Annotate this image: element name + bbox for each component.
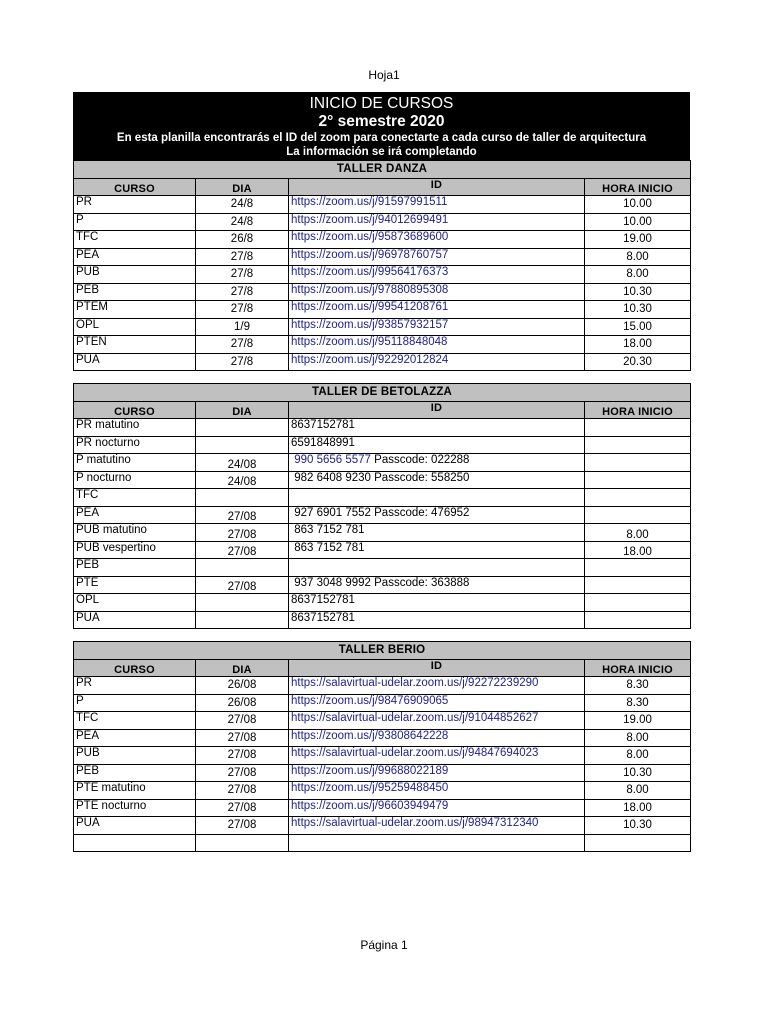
cell-dia xyxy=(196,559,289,577)
column-header-dia: DIA xyxy=(196,401,289,419)
cell-hora-inicio: 10.30 xyxy=(585,283,691,301)
table-row xyxy=(74,576,691,594)
cell-dia: 27/08 xyxy=(196,747,289,765)
cell-curso: OPL xyxy=(74,594,196,612)
table-row xyxy=(74,524,691,542)
cell-curso: PTE nocturno xyxy=(74,799,196,817)
banner-semester: 2° semestre 2020 xyxy=(318,113,445,130)
cell-id xyxy=(289,747,585,765)
cell-dia xyxy=(196,436,289,454)
table-row xyxy=(74,559,691,577)
zoom-link[interactable]: https://zoom.us/j/98476909065 xyxy=(291,694,449,707)
zoom-link[interactable]: https://zoom.us/j/99688022189 xyxy=(291,764,449,777)
cell-hora-inicio: 10.30 xyxy=(585,301,691,319)
table-row xyxy=(74,454,691,472)
table-row xyxy=(74,611,691,629)
cell-hora-inicio: 8.00 xyxy=(585,747,691,765)
cell-curso: P xyxy=(74,213,196,231)
zoom-link[interactable]: https://zoom.us/j/97880895308 xyxy=(291,283,449,296)
cell-dia: 24/8 xyxy=(196,213,289,231)
table-row xyxy=(74,764,691,782)
zoom-link[interactable]: https://zoom.us/j/93857932157 xyxy=(291,318,449,331)
column-header-id: ID xyxy=(289,659,585,677)
cell-hora-inicio: 8.00 xyxy=(585,524,691,542)
column-header-id: ID xyxy=(289,178,585,196)
table-row xyxy=(74,471,691,489)
cell-hora-inicio: 10.30 xyxy=(585,817,691,835)
table-taller-betolazza xyxy=(73,383,691,629)
cell-curso: PEA xyxy=(74,248,196,266)
column-header-curso: CURSO xyxy=(74,178,196,196)
table-row xyxy=(74,817,691,835)
cell-dia: 1/9 xyxy=(196,318,289,336)
cell-curso: PEB xyxy=(74,764,196,782)
zoom-id-text: 937 3048 9992 Passcode: 363888 xyxy=(294,576,470,589)
section-title-berio: TALLER BERIO xyxy=(74,642,691,660)
cell-hora-inicio xyxy=(585,576,691,594)
cell-curso: PEA xyxy=(74,506,196,524)
cell-dia: 27/08 xyxy=(196,729,289,747)
column-header-id: ID xyxy=(289,401,585,419)
zoom-link[interactable]: https://salavirtual-udelar.zoom.us/j/91044852627 xyxy=(291,712,539,724)
cell-id xyxy=(289,353,585,371)
cell-dia: 27/8 xyxy=(196,266,289,284)
cell-curso: P nocturno xyxy=(74,471,196,489)
cell-dia: 27/08 xyxy=(196,817,289,835)
cell-curso: PUA xyxy=(74,817,196,835)
zoom-link[interactable]: https://zoom.us/j/95259488450 xyxy=(291,782,449,794)
table-row xyxy=(74,196,691,214)
zoom-link[interactable]: https://salavirtual-udelar.zoom.us/j/98947312340 xyxy=(291,817,539,829)
cell-dia: 26/08 xyxy=(196,694,289,712)
table-taller-danza xyxy=(73,160,691,371)
table-row xyxy=(74,266,691,284)
cell-dia: 27/08 xyxy=(196,764,289,782)
banner-title: INICIO DE CURSOS xyxy=(309,95,454,112)
zoom-id-text: 982 6408 9230 Passcode: 558250 xyxy=(294,471,470,484)
section-title-danza: TALLER DANZA xyxy=(74,161,691,179)
cell-hora-inicio: 15.00 xyxy=(585,318,691,336)
zoom-link[interactable]: https://zoom.us/j/95873689600 xyxy=(291,231,449,243)
cell-id xyxy=(289,506,585,524)
cell-id xyxy=(289,471,585,489)
cell-id xyxy=(289,712,585,730)
cell-dia: 27/08 xyxy=(196,524,289,542)
cell-id xyxy=(289,694,585,712)
cell-id xyxy=(289,454,585,472)
cell-id xyxy=(289,576,585,594)
cell-curso xyxy=(74,834,196,852)
table-row xyxy=(74,353,691,371)
cell-dia: 24/08 xyxy=(196,471,289,489)
cell-hora-inicio xyxy=(585,489,691,507)
zoom-link[interactable]: https://zoom.us/j/95118848048 xyxy=(291,336,448,348)
cell-id xyxy=(289,318,585,336)
cell-curso: PUB xyxy=(74,747,196,765)
cell-id xyxy=(289,301,585,319)
cell-hora-inicio: 10.00 xyxy=(585,196,691,214)
cell-id xyxy=(289,729,585,747)
cell-id xyxy=(289,196,585,214)
cell-curso: PR matutino xyxy=(74,419,196,437)
table-row xyxy=(74,436,691,454)
sheet-title: Hoja1 xyxy=(368,68,400,82)
zoom-id-text: 863 7152 781 xyxy=(294,541,365,554)
table-row xyxy=(74,301,691,319)
cell-id xyxy=(289,611,585,629)
cell-hora-inicio: 18.00 xyxy=(585,336,691,354)
zoom-id-text: 863 7152 781 xyxy=(294,524,365,536)
cell-id xyxy=(289,283,585,301)
cell-hora-inicio: 8.00 xyxy=(585,729,691,747)
zoom-link[interactable]: https://zoom.us/j/92292012824 xyxy=(291,353,449,366)
cell-id xyxy=(289,541,585,559)
zoom-id-link[interactable]: 990 5656 5577 xyxy=(294,454,371,466)
section-title-betolazza: TALLER DE BETOLAZZA xyxy=(74,384,691,402)
cell-dia: 27/08 xyxy=(196,799,289,817)
cell-hora-inicio xyxy=(585,834,691,852)
zoom-link[interactable]: https://zoom.us/j/93808642228 xyxy=(291,729,449,742)
banner-description: En esta planilla encontrarás el ID del zoom para conectarte a cada curso de taller de arquitectura xyxy=(116,132,647,144)
cell-id xyxy=(289,266,585,284)
cell-curso: PUB vespertino xyxy=(74,541,196,559)
table-row xyxy=(74,747,691,765)
banner-note: La información se irá completando xyxy=(286,146,477,158)
cell-hora-inicio: 8.00 xyxy=(585,782,691,800)
cell-hora-inicio xyxy=(585,506,691,524)
cell-curso: PUB matutino xyxy=(74,524,196,542)
cell-hora-inicio: 8.30 xyxy=(585,677,691,695)
column-header-hora: HORA INICIO xyxy=(585,401,691,419)
cell-id xyxy=(289,419,585,437)
cell-id xyxy=(289,834,585,852)
table-row xyxy=(74,712,691,730)
cell-hora-inicio: 20.30 xyxy=(585,353,691,371)
cell-curso: PEA xyxy=(74,729,196,747)
cell-dia: 27/8 xyxy=(196,301,289,319)
cell-hora-inicio: 19.00 xyxy=(585,712,691,730)
zoom-link[interactable]: https://zoom.us/j/99541208761 xyxy=(291,301,449,313)
cell-curso: PTE matutino xyxy=(74,782,196,800)
cell-curso: P matutino xyxy=(74,454,196,472)
cell-curso: PTEN xyxy=(74,336,196,354)
table-row xyxy=(74,677,691,695)
cell-dia: 24/8 xyxy=(196,196,289,214)
table-row xyxy=(74,694,691,712)
cell-hora-inicio: 10.00 xyxy=(585,213,691,231)
cell-hora-inicio xyxy=(585,471,691,489)
zoom-link[interactable]: https://zoom.us/j/99564176373 xyxy=(291,266,449,278)
cell-dia: 27/8 xyxy=(196,283,289,301)
table-row xyxy=(74,231,691,249)
table-row xyxy=(74,729,691,747)
cell-dia: 27/8 xyxy=(196,248,289,266)
cell-curso: PEB xyxy=(74,283,196,301)
cell-hora-inicio: 18.00 xyxy=(585,541,691,559)
zoom-id-text: 8637152781 xyxy=(291,419,355,431)
cell-curso: PUB xyxy=(74,266,196,284)
table-row xyxy=(74,594,691,612)
cell-curso: PR nocturno xyxy=(74,436,196,454)
cell-curso: PTEM xyxy=(74,301,196,319)
cell-hora-inicio: 18.00 xyxy=(585,799,691,817)
cell-dia: 26/8 xyxy=(196,231,289,249)
cell-dia xyxy=(196,419,289,437)
cell-dia xyxy=(196,594,289,612)
cell-hora-inicio: 10.30 xyxy=(585,764,691,782)
cell-hora-inicio: 8.30 xyxy=(585,694,691,712)
cell-curso: PR xyxy=(74,677,196,695)
table-row xyxy=(74,213,691,231)
zoom-link[interactable]: https://zoom.us/j/96603949479 xyxy=(291,799,449,812)
cell-dia: 27/08 xyxy=(196,576,289,594)
cell-hora-inicio xyxy=(585,611,691,629)
cell-dia: 27/8 xyxy=(196,353,289,371)
cell-hora-inicio: 8.00 xyxy=(585,248,691,266)
cell-dia xyxy=(196,489,289,507)
cell-curso: PR xyxy=(74,196,196,214)
cell-id xyxy=(289,213,585,231)
cell-hora-inicio: 8.00 xyxy=(585,266,691,284)
cell-id xyxy=(289,782,585,800)
zoom-id-text: 6591848991 xyxy=(291,436,355,449)
table-row xyxy=(74,541,691,559)
cell-dia: 27/08 xyxy=(196,782,289,800)
cell-id xyxy=(289,336,585,354)
zoom-link[interactable]: https://salavirtual-udelar.zoom.us/j/94847694023 xyxy=(291,747,539,759)
table-row xyxy=(74,506,691,524)
cell-id xyxy=(289,559,585,577)
table-row xyxy=(74,419,691,437)
cell-id xyxy=(289,489,585,507)
cell-hora-inicio xyxy=(585,436,691,454)
header-banner xyxy=(73,92,690,160)
zoom-id-text: 8637152781 xyxy=(291,611,355,624)
cell-id xyxy=(289,817,585,835)
zoom-link[interactable]: https://salavirtual-udelar.zoom.us/j/92272239290 xyxy=(291,677,539,689)
cell-curso: PUA xyxy=(74,353,196,371)
cell-dia: 27/08 xyxy=(196,712,289,730)
cell-curso: PEB xyxy=(74,559,196,577)
table-row xyxy=(74,782,691,800)
zoom-link[interactable]: https://zoom.us/j/91597991511 xyxy=(291,196,448,208)
cell-id xyxy=(289,799,585,817)
cell-dia: 27/08 xyxy=(196,506,289,524)
cell-hora-inicio xyxy=(585,454,691,472)
table-row xyxy=(74,283,691,301)
zoom-id-text: 927 6901 7552 Passcode: 476952 xyxy=(294,506,470,519)
zoom-link[interactable]: https://zoom.us/j/94012699491 xyxy=(291,213,449,226)
zoom-link[interactable]: https://zoom.us/j/96978760757 xyxy=(291,248,449,261)
cell-dia: 26/08 xyxy=(196,677,289,695)
column-header-curso: CURSO xyxy=(74,401,196,419)
cell-dia: 27/08 xyxy=(196,541,289,559)
cell-dia: 27/8 xyxy=(196,336,289,354)
table-row xyxy=(74,489,691,507)
column-header-dia: DIA xyxy=(196,178,289,196)
cell-curso: PTE xyxy=(74,576,196,594)
table-row xyxy=(74,799,691,817)
table-row xyxy=(74,834,691,852)
cell-hora-inicio xyxy=(585,419,691,437)
cell-dia xyxy=(196,834,289,852)
column-header-hora: HORA INICIO xyxy=(585,178,691,196)
cell-curso: TFC xyxy=(74,712,196,730)
zoom-id-text: 8637152781 xyxy=(291,594,355,606)
column-header-dia: DIA xyxy=(196,659,289,677)
table-taller-berio xyxy=(73,641,691,852)
cell-id xyxy=(289,248,585,266)
cell-curso: OPL xyxy=(74,318,196,336)
cell-curso: TFC xyxy=(74,231,196,249)
cell-hora-inicio xyxy=(585,559,691,577)
cell-curso: TFC xyxy=(74,489,196,507)
cell-id xyxy=(289,436,585,454)
table-row xyxy=(74,336,691,354)
cell-dia: 24/08 xyxy=(196,454,289,472)
table-row xyxy=(74,318,691,336)
table-row xyxy=(74,248,691,266)
cell-dia xyxy=(196,611,289,629)
cell-id xyxy=(289,594,585,612)
zoom-id-text: Passcode: 022288 xyxy=(374,454,470,466)
cell-hora-inicio xyxy=(585,594,691,612)
column-header-curso: CURSO xyxy=(74,659,196,677)
cell-id xyxy=(289,524,585,542)
cell-curso: P xyxy=(74,694,196,712)
column-header-hora: HORA INICIO xyxy=(585,659,691,677)
cell-hora-inicio: 19.00 xyxy=(585,231,691,249)
cell-id xyxy=(289,764,585,782)
cell-curso: PUA xyxy=(74,611,196,629)
cell-id xyxy=(289,677,585,695)
page-footer: Página 1 xyxy=(360,938,408,952)
cell-id xyxy=(289,231,585,249)
